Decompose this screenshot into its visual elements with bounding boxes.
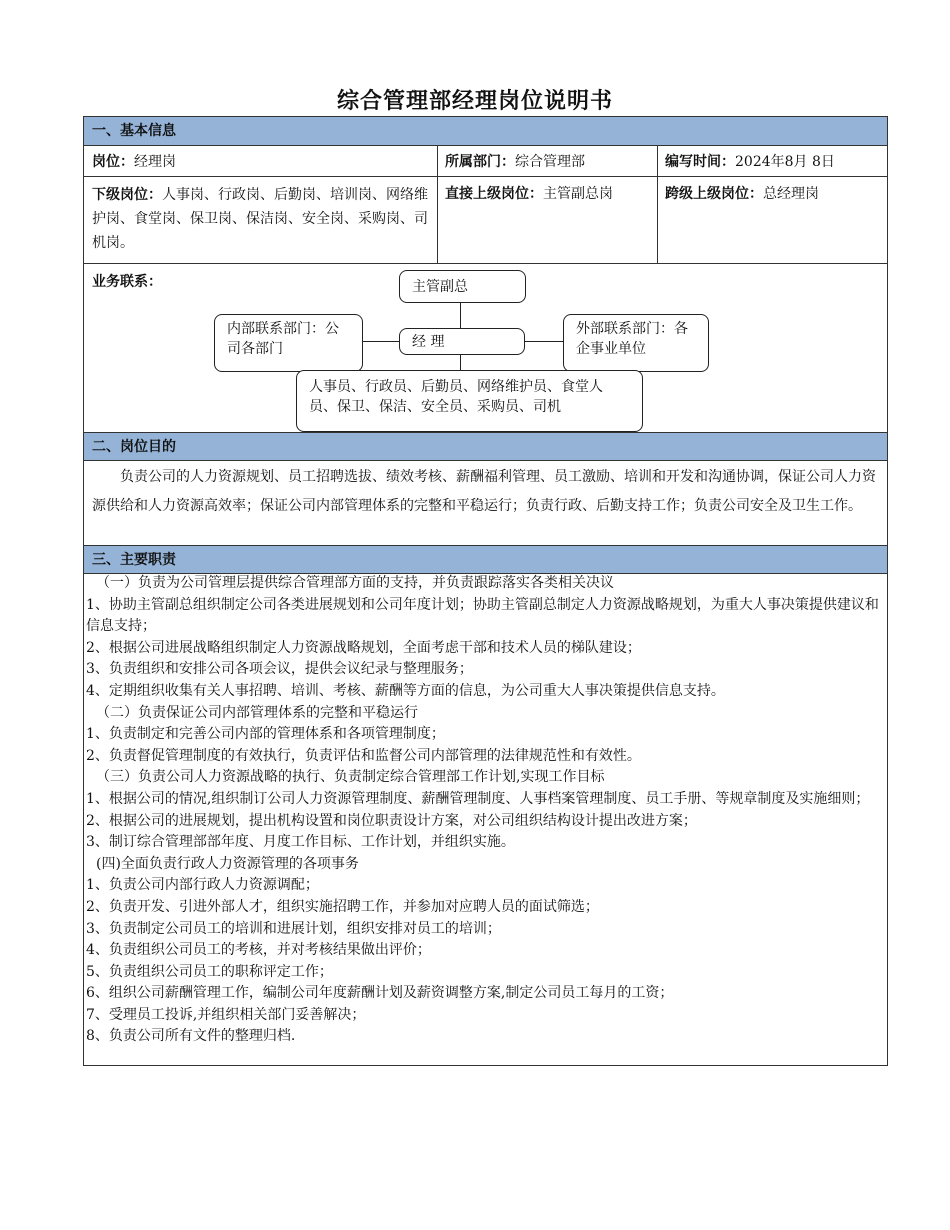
box-superior: 主管副总: [399, 270, 526, 303]
cross-superior-cell: [665, 183, 819, 205]
duty-item: 3、负责组织和安排公司各项会议，提供会议纪录与整理服务；: [86, 661, 473, 678]
duty-item: 1、负责公司内部行政人力资源调配；: [86, 877, 319, 894]
duty-section-heading: （三）负责公司人力资源战略的执行、负责制定综合管理部工作计划,实现工作目标: [96, 769, 605, 786]
cross-superior-value: 总经理岗: [763, 186, 819, 202]
duty-section-heading: (四)全面负责行政人力资源管理的各项事务: [96, 855, 359, 872]
position-cell: [92, 151, 176, 173]
connector-line: [362, 341, 400, 342]
column-divider: [437, 146, 438, 263]
section-duties-header: 三、主要职责: [84, 545, 887, 574]
sub-positions-label: 下级岗位：: [92, 187, 162, 203]
box-subordinates: 人事员、行政员、后勤员、网络维护员、食堂人员、保卫、保洁、安全员、采购员、司机: [296, 370, 643, 432]
duty-item: 5、负责组织公司员工的职称评定工作；: [86, 963, 333, 980]
sub-positions-value: 人事岗、行政岗、后勤岗、培训岗、网络维护岗、食堂岗、保卫岗、保洁岗、安全岗、采购岗、司机岗。: [92, 187, 428, 251]
duty-item: 6、组织公司薪酬管理工作，编制公司年度薪酬计划及薪资调整方案,制定公司员工每月的工资；: [86, 985, 674, 1002]
connector-line: [460, 354, 461, 370]
box-manager: 经 理: [399, 328, 525, 355]
direct-superior-value: 主管副总岗: [543, 186, 613, 202]
duty-section-heading: （一）负责为公司管理层提供综合管理部方面的支持，并负责跟踪落实各类相关决议: [96, 575, 614, 591]
duty-item: 4、负责组织公司员工的考核，并对考核结果做出评价；: [86, 942, 431, 959]
connector-line: [460, 302, 461, 328]
duty-item: 1、协助主管副总组织制定公司各类进展规划和公司年度计划；协助主管副总制定人力资源战略规划，为重大人事决策提供建议和信息支持；: [86, 596, 879, 635]
duty-item: 4、定期组织收集有关人事招聘、培训、考核、薪酬等方面的信息，为公司重大人事决策提供信息支持。: [86, 682, 725, 699]
position-value: 经理岗: [134, 154, 176, 170]
dept-value: 综合管理部: [515, 154, 585, 170]
duties-list: [84, 573, 884, 1048]
box-internal-departments: 内部联系部门：公司各部门: [214, 314, 363, 372]
relations-label: 业务联系：: [92, 274, 162, 290]
duty-item: 2、负责开发、引进外部人才，组织实施招聘工作，并参加对应聘人员的面试筛选；: [86, 898, 599, 915]
page-title: 综合管理部经理岗位说明书: [336, 89, 613, 114]
connector-line: [524, 341, 564, 342]
sub-positions-cell: [92, 183, 432, 255]
duty-item: 3、负责制定公司员工的培训和进展计划，组织安排对员工的培训；: [86, 920, 501, 937]
duty-item: 3、制订综合管理部部年度、月度工作目标、工作计划，并组织实施。: [86, 834, 515, 851]
duty-item: 2、根据公司的进展规划，提出机构设置和岗位职责设计方案，对公司组织结构设计提出改进方案；: [86, 812, 697, 829]
duty-item: 1、负责制定和完善公司内部的管理体系和各项管理制度；: [86, 726, 445, 743]
dept-cell: [445, 151, 585, 173]
column-divider: [657, 146, 658, 263]
section-purpose-header: 二、岗位目的: [84, 432, 887, 461]
date-cell: [665, 151, 835, 173]
row-divider: [84, 263, 887, 264]
duty-item: 2、根据公司进展战略组织制定人力资源战略规划，全面考虑干部和技术人员的梯队建设；: [86, 639, 641, 656]
purpose-text: 负责公司的人力资源规划、员工招聘选拔、绩效考核、薪酬福利管理、员工激励、培训和开发和沟通协调，保证公司人力资源供给和人力资源高效率；保证公司内部管理体系的完整和平稳运行；负责行政、后勤支持工作；负责公司安全及卫生工作。: [92, 469, 876, 514]
section-basic-info-header: 一、基本信息: [84, 117, 887, 146]
direct-superior-label: 直接上级岗位：: [445, 186, 543, 202]
duty-item: 7、受理员工投诉,并组织相关部门妥善解决；: [86, 1006, 366, 1023]
cross-superior-label: 跨级上级岗位：: [665, 186, 763, 202]
duty-section-heading: （二）负责保证公司内部管理体系的完整和平稳运行: [96, 704, 418, 721]
direct-superior-cell: [445, 183, 613, 205]
position-label: 岗位：: [92, 154, 134, 170]
job-description-table: [83, 116, 888, 1066]
date-label: 编写时间：: [665, 154, 735, 170]
box-external-departments: 外部联系部门：各企事业单位: [563, 314, 709, 372]
duty-item: 1、根据公司的情况,组织制订公司人力资源管理制度、薪酬管理制度、人事档案管理制度、员工手册、等规章制度及实施细则；: [86, 790, 870, 807]
row-divider: [84, 176, 887, 177]
duty-item: 2、负责督促管理制度的有效执行，负责评估和监督公司内部管理的法律规范性和有效性。: [86, 747, 641, 764]
date-value: 2024年8月 8日: [735, 154, 835, 170]
dept-label: 所属部门：: [445, 154, 515, 170]
duty-item: 8、负责公司所有文件的整理归档.: [86, 1028, 296, 1045]
